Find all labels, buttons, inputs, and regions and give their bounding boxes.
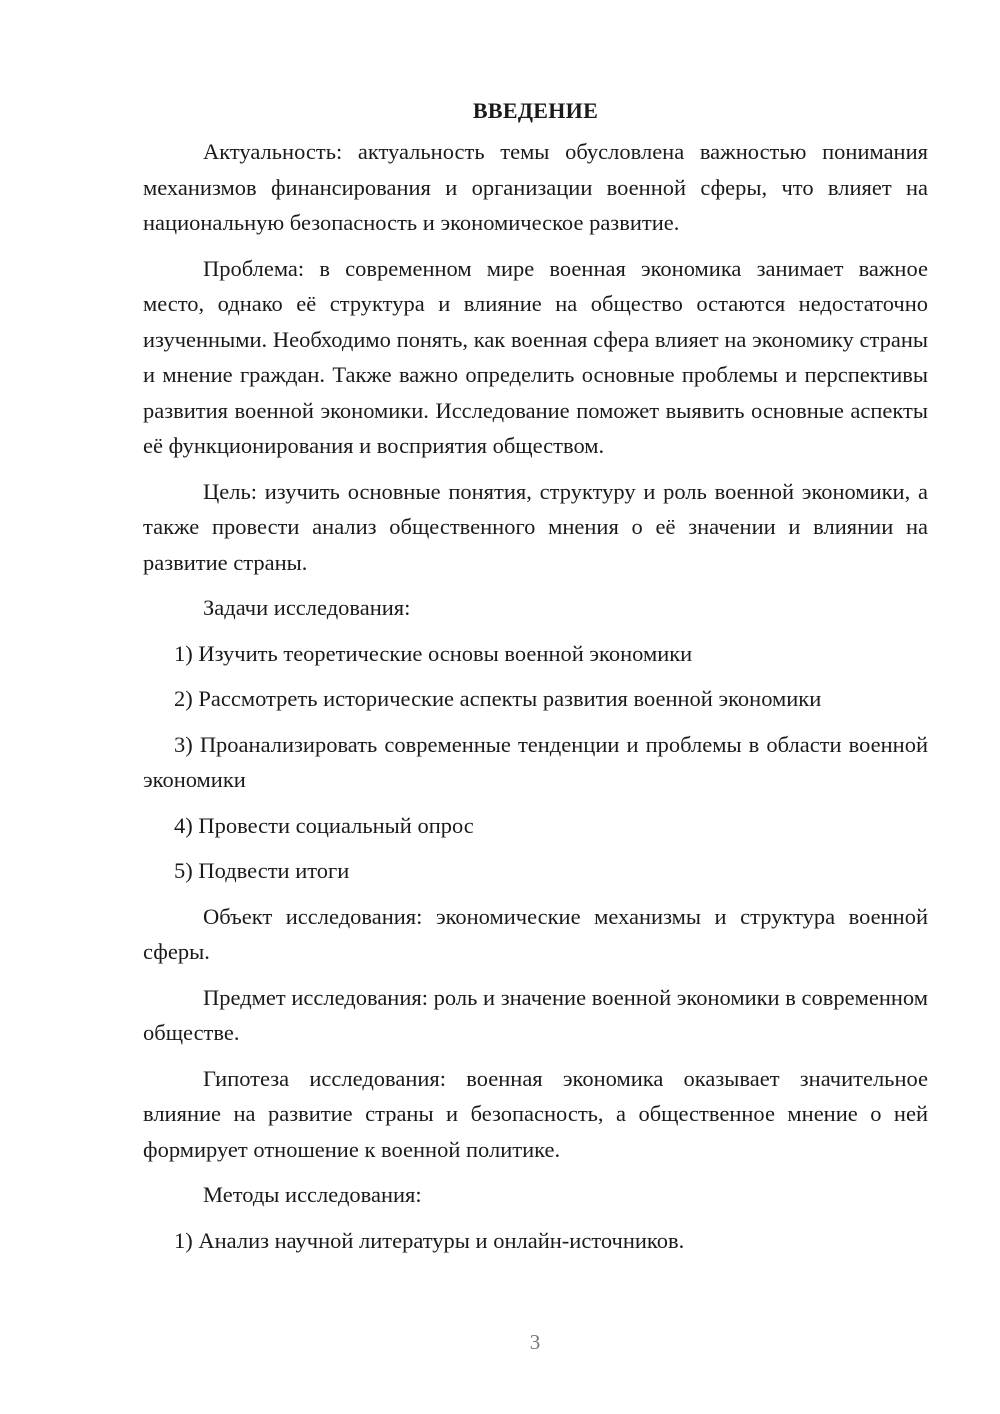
task-item-1: 1) Изучить теоретические основы военной экономики [174,640,693,666]
page-number: 3 [529,1330,541,1354]
object-paragraph: Объект исследования: экономические механизмы и структура военной сферы. [143,903,928,964]
goal-paragraph: Цель: изучить основные понятия, структуру и роль военной экономики, а также провести анализ общественного мнения о её значении и влиянии на развитие страны. [143,478,928,575]
methods-title: Методы исследования: [203,1182,422,1207]
task-item-4: 4) Провести социальный опрос [174,812,474,838]
page-title: ВВЕДЕНИЕ [472,98,599,123]
relevance-paragraph: Актуальность: актуальность темы обусловлена важностью понимания механизмов финансирования и организации военной сферы, что влияет на национальную безопасность и экономическое развитие. [143,139,928,235]
problem-paragraph: Проблема: в современном мире военная экономика занимает важное место, однако её структура и влияние на общество остаются недостаточно изученными. Необходимо понять, как военная сфера влияет на экономику страны и мнение граждан. Также важно определить основные проблемы и перспективы развития военной экономики. Исследование поможет выявить основные аспекты её функционирования и восприятия обществом. [143,255,928,458]
hypothesis-paragraph: Гипотеза исследования: военная экономика оказывает значительное влияние на развитие страны и безопасность, а общественное мнение о ней формирует отношение к военной политике. [143,1065,928,1162]
task-item-5: 5) Подвести итоги [174,858,350,883]
task-item-2: 2) Рассмотреть исторические аспекты развития военной экономики [174,686,822,711]
method-item-1: 1) Анализ научной литературы и онлайн-источников. [174,1227,685,1253]
task-item-3: 3) Проанализировать современные тенденции и проблемы в области военной экономики [143,731,928,792]
document-page [143,94,928,1258]
tasks-title: Задачи исследования: [203,595,411,620]
subject-paragraph: Предмет исследования: роль и значение военной экономики в современном обществе. [143,984,928,1045]
